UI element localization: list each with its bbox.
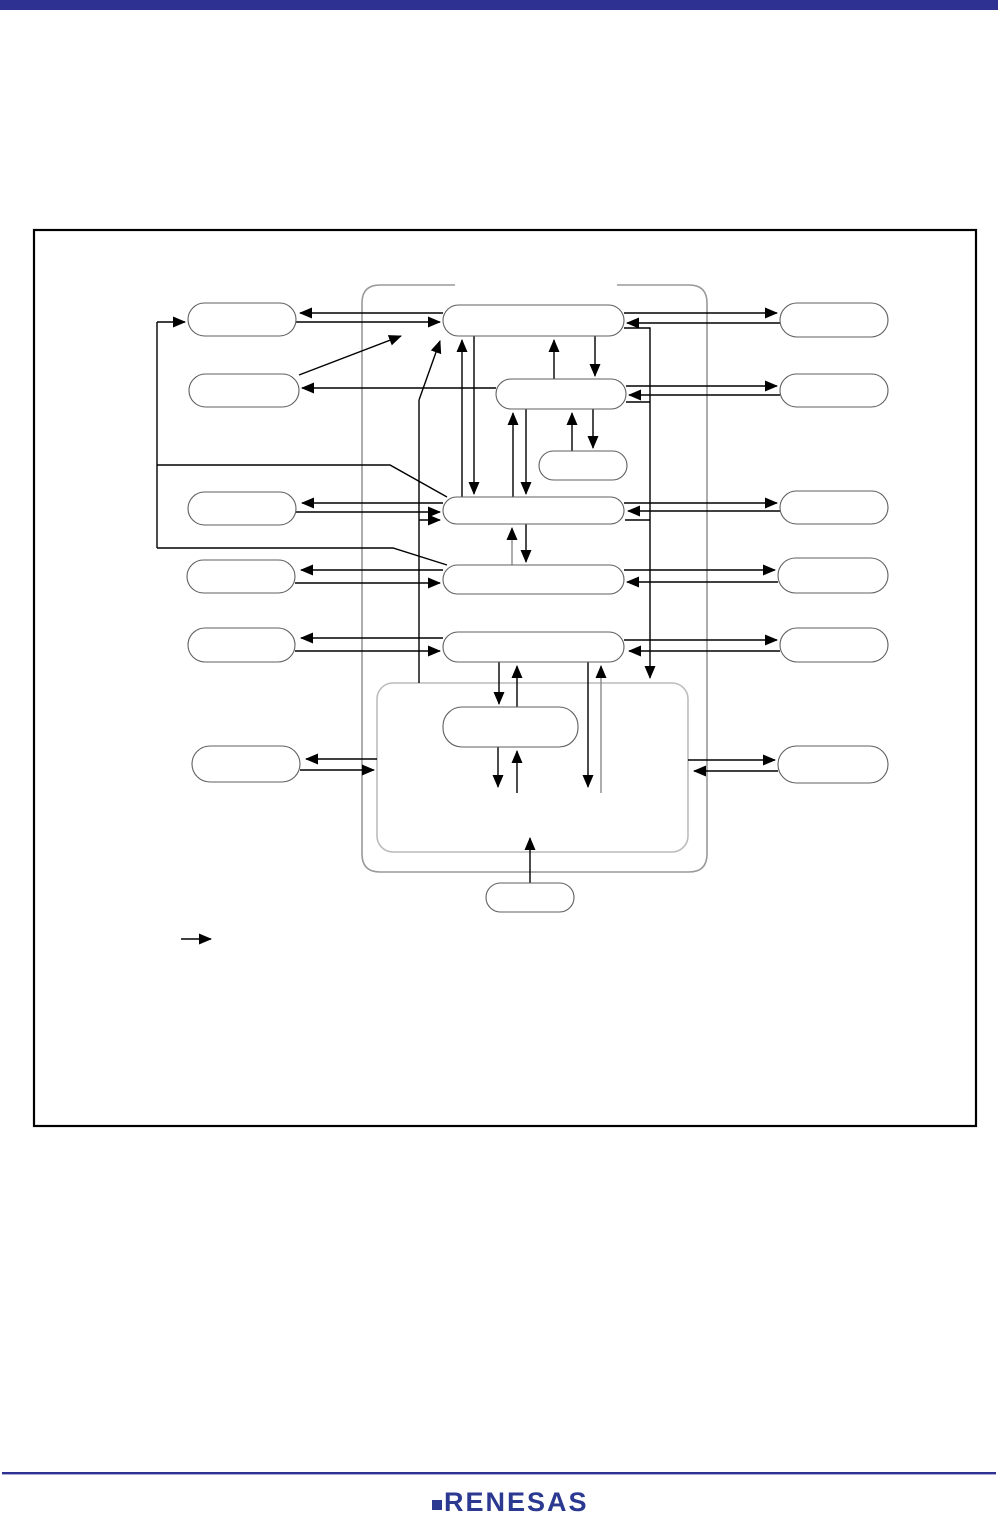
middle-box-1 [443, 305, 624, 336]
bottom-box [486, 883, 574, 912]
arrow-bus-diagonal-to-m1 [419, 341, 440, 400]
renesas-logo [432, 1487, 589, 1516]
left-box-2 [189, 374, 299, 407]
right-box-5 [780, 628, 888, 662]
logo-wordmark: RENESAS [444, 1487, 589, 1516]
middle-box-3 [443, 497, 624, 524]
middle-box-4 [443, 565, 624, 594]
right-box-4 [778, 558, 888, 593]
middle-box-5 [443, 632, 624, 662]
logo-square-dot-icon [432, 1500, 442, 1510]
left-box-6 [192, 746, 300, 782]
diagram-boxes [187, 303, 888, 912]
right-box-1 [780, 303, 888, 337]
arrow-l2-diagonal [299, 336, 401, 375]
header-bar [0, 0, 998, 10]
left-box-3 [188, 492, 296, 525]
left-box-5 [188, 628, 295, 662]
right-box-6 [778, 746, 888, 783]
left-box-1 [188, 303, 296, 336]
footer-rule [2, 1472, 996, 1474]
sub-box [443, 707, 578, 747]
right-box-3 [780, 491, 888, 524]
middle-box-2 [496, 379, 626, 409]
figure-frame [34, 230, 976, 1126]
right-box-2 [780, 374, 888, 407]
left-box-4 [187, 560, 295, 593]
middle-box-small [539, 451, 627, 480]
